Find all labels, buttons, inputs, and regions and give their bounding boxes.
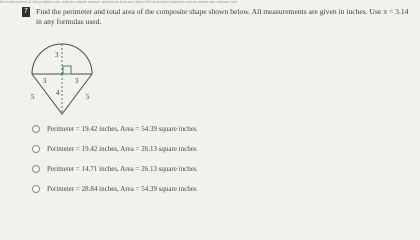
label-right-side: 5 (86, 93, 90, 101)
answer-option-4[interactable] (32, 179, 392, 199)
label-left-half: 3 (43, 77, 47, 85)
label-height: 4 (56, 89, 60, 97)
label-radius: 3 (55, 51, 59, 59)
question-text: Find the perimeter and total area of the composite shape shown below. All measurements are given in inches. Use π = 3.14 in any formulas used. (36, 7, 409, 26)
answer-option-label: Perimeter = 14.71 inches, Area = 26.13 square inches (47, 165, 197, 173)
right-angle-marker (63, 66, 71, 74)
answer-option-3[interactable] (32, 159, 392, 179)
answer-option-label: Perimeter = 19.42 inches, Area = 54.39 square inches (47, 125, 197, 133)
answer-option-1[interactable] (32, 119, 392, 139)
label-right-half: 3 (75, 77, 79, 85)
radio-button[interactable] (32, 125, 40, 133)
composite-shape-svg (26, 38, 98, 116)
composite-shape-figure (26, 38, 98, 116)
label-left-side: 5 (31, 93, 35, 101)
answer-option-2[interactable] (32, 139, 392, 159)
radio-button[interactable] (32, 185, 40, 193)
radio-button[interactable] (32, 145, 40, 153)
answer-option-label: Perimeter = 19.42 inches, Area = 26.13 square inches (47, 145, 197, 153)
radio-button[interactable] (32, 165, 40, 173)
header-instructions: the instructions of the problem are only be visible answer questions that are about the selected response check marks are answer use (0, 0, 238, 4)
question-number-badge: 7 (22, 7, 30, 17)
answer-options (32, 119, 392, 199)
answer-option-label: Perimeter = 28.84 inches, Area = 54.39 square inches (47, 185, 197, 193)
